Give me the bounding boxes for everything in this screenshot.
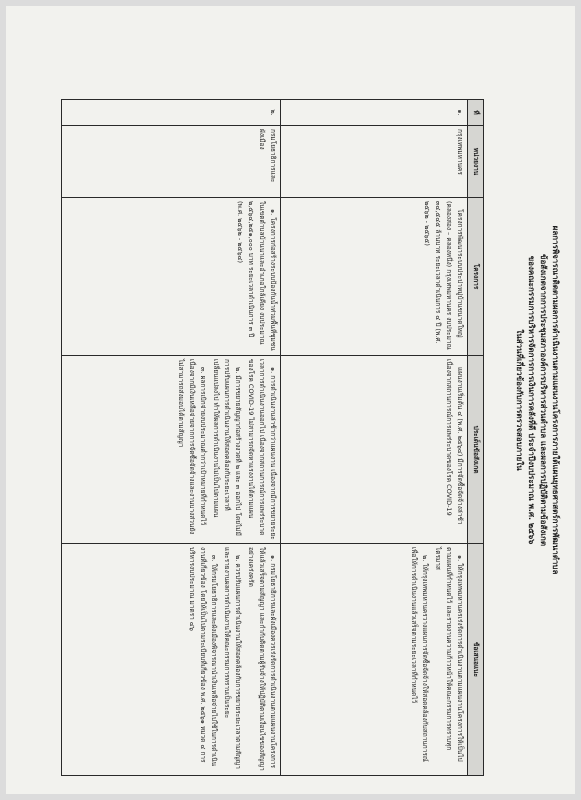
project-text: ๑. โครงการก่อสร้างระบบป้องกันน้ำท่วมพื้นที่ชุมชนในเขตตำบลบ้านนาและอำเภอใกล้เคียง งบประมาณ ๒,๕๖๔,๒๕๑,๐๐๐ บาท ระยะเวลาดำเนินการ ๓ ปี (พ.ศ. ๒๕๖๒ - ๒๕๖๔): [236, 201, 277, 351]
document-subtitle: ข้อสังเกตจากการประชุมสภาองค์การบริหารส่วนตำบล และผลการปฏิบัติตามข้อสังเกต: [539, 253, 548, 547]
recommendation-item: ๒. ควรปรับแผนการดำเนินงานให้สอดคล้องกับการขยายระยะเวลาตามสัญญา และรายงานผลการดำเนินงานให้คณะกรรมการทราบเป็นระยะ: [223, 547, 242, 769]
document-subtitle-3: ในส่วนที่เกี่ยวข้องกับการตรวจสอบภายใน: [515, 329, 524, 471]
observation-cell: [281, 356, 468, 544]
recommendation-item: ๒. ให้กรุงเทพมหานครวางแผนการจัดซื้อจัดจ้างให้สอดคล้องกับสถานการณ์ เพื่อให้การดำเนินงานแล้วเสร็จตามระยะเวลาที่กำหนดไว้: [410, 547, 429, 762]
recommendation-item: ๑. กรมโยธาธิการและผังเมืองควรเร่งรัดการดำเนินงานตามแผนงานโครงการให้แล้วเสร็จตามสัญญา และกำกับติดตามผู้รับจ้างให้ปฏิบัติตามเงื่อนไขของสัญญาอย่างเคร่งครัด: [247, 547, 277, 771]
column-header-project: โครงการ: [468, 198, 484, 356]
scanned-page: [6, 6, 575, 794]
observation-item: ๑. การดำเนินงานล่าช้ากว่าแผนงาน เนื่องจากมีการขยายระยะเวลาการดำเนินงานออกไป เนื่องจากสถานการณ์การแพร่ระบาดของโรค COVID-19 ไม่สามารถจัดหาแรงงานได้ตามแผน: [247, 359, 277, 540]
observation-item: ๒. มีการขยายสัญญาก่อสร้างงวดที่ ๒ และ ๓ ออกไป โดยไม่มีการปรับแผนการดำเนินงานให้สอดคล้องกับระยะเวลาที่เปลี่ยนแปลงไป ทำให้ผลการดำเนินงานไม่เป็นไปตามแผน: [212, 359, 242, 536]
project-text: โครงการพัฒนาระบบประปาหมู่บ้านขนาดใหญ่ (คลองสอง – คลองหนึ่ง) กรุงเทพมหานคร งบประมาณ ๓๔,๕๔๕ ล้านบาท ระยะเวลาดำเนินการ ๔ ปี (พ.ศ. ๒๕๖๒ - ๒๕๖๕): [423, 201, 464, 350]
table-header-row: [468, 100, 484, 776]
rotated-document: [6, 6, 575, 794]
observation-item: ๓. ผลการเบิกจ่ายงบประมาณต่ำกว่าเป้าหมายที่กำหนดไว้ เนื่องจากมีเงินเหลือจ่ายจากการจัดซื้อจัดจ้างและงานบางส่วนยังไม่สามารถส่งมอบได้ตามสัญญา: [177, 359, 207, 535]
row-number: ๒.: [62, 100, 281, 126]
recommendation-cell: [62, 544, 281, 776]
recommendation-item: ๓. ให้กรมโยธาธิการและผังเมืองพิจารณานำเงินเหลือจ่ายไปใช้ในการดำเนินงานที่เกี่ยวข้อง โดยให้เป็นไปตามระเบียบที่เกี่ยวข้อง พ.ศ. ๒๕๖๑ หมวด ๔ การบริหารงบประมาณ มาตรา ๔๖: [188, 547, 218, 767]
observations-table: [61, 99, 484, 776]
observation-cell: [62, 356, 281, 544]
document-title: ผลการพิจารณาติดตามผลการดำเนินงานตามแผนงานโครงการภายใต้แผนยุทธศาสตร์การพัฒนาตำบล: [551, 225, 560, 575]
recommendation-item: ๑. ให้กรุงเทพมหานครเร่งรัดการดำเนินงานตามแผนงานโครงการให้เป็นไปตามแผนที่กำหนดไว้ และรายงานความก้าวหน้าให้คณะกรรมการทราบทุกไตรมาส: [434, 547, 464, 762]
table-row: [62, 100, 281, 776]
recommendation-cell: [281, 544, 468, 776]
column-header-observation: ประเด็นข้อสังเกต: [468, 356, 484, 544]
observation-text: แผนงานเริ่มต้น ๔ (พ.ศ. ๒๕๖๔) มีการจัดซื้อจัดจ้างล่าช้า เนื่องจากสถานการณ์การแพร่ระบาดของโรค COVID-19: [445, 359, 464, 525]
table-row: [281, 100, 468, 776]
unit-cell: กรมโยธาธิการและผังเมือง: [62, 126, 281, 198]
column-header-no: ที่: [468, 100, 484, 126]
document-subtitle-2: ของคณะกรรมการบริหารจัดการการเงินการคลังที่ดี ประจำปีงบประมาณ พ.ศ. ๒๕๖๖: [527, 255, 536, 545]
column-header-unit: หน่วยงาน: [468, 126, 484, 198]
project-cell: [62, 198, 281, 356]
unit-cell: กรุงเทพมหานคร: [281, 126, 468, 198]
column-header-recommendation: ข้อเสนอแนะ: [468, 544, 484, 776]
row-number: ๑.: [281, 100, 468, 126]
project-cell: [281, 198, 468, 356]
